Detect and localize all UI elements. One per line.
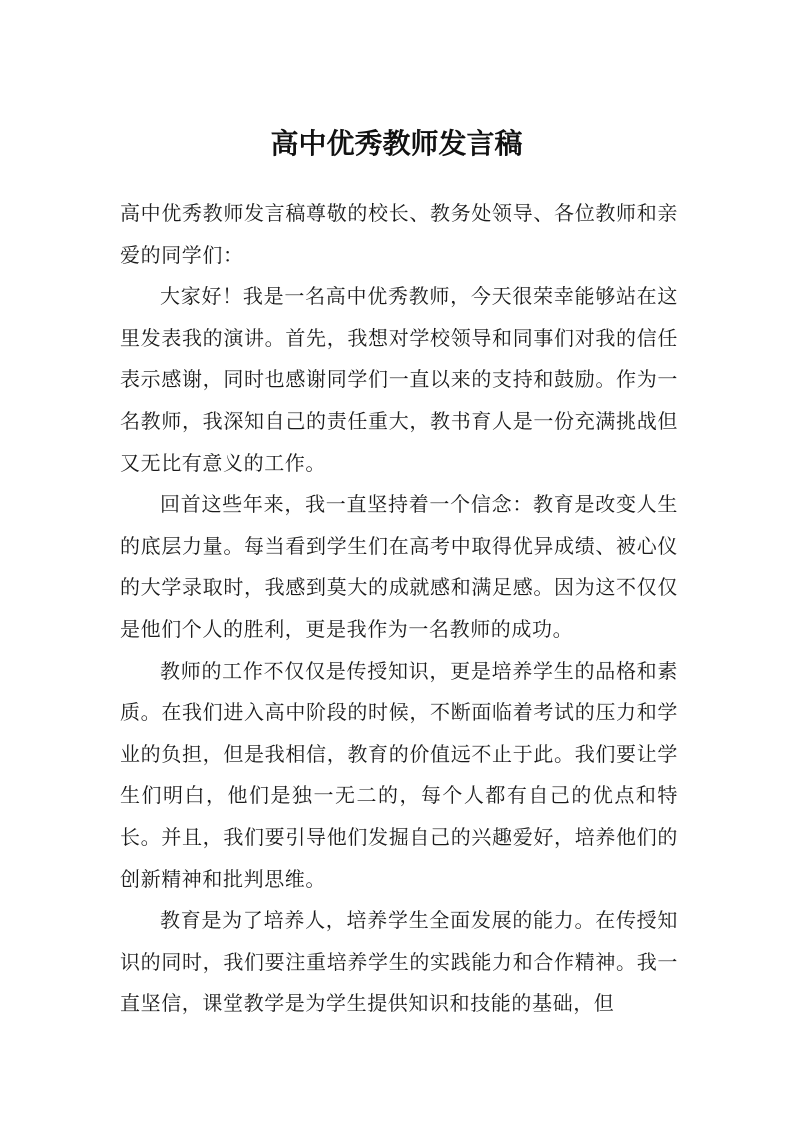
body-paragraph: 回首这些年来，我一直坚持着一个信念：教育是改变人生的底层力量。每当看到学生们在高考中取得优异成绩、被心仪的大学录取时，我感到莫大的成就感和满足感。因为这不仅仅是他们个人的胜利，更是我作为一名教师的成功。 <box>120 492 678 641</box>
body-paragraph: 教师的工作不仅仅是传授知识，更是培养学生的品格和素质。在我们进入高中阶段的时候，不断面临着考试的压力和学业的负担，但是我相信，教育的价值远不止于此。我们要让学生们明白，他们是独一无二的，每个人都有自己的优点和特长。并且，我们要引导他们发掘自己的兴趣爱好，培养他们的创新精神和批判思维。 <box>120 658 678 891</box>
document-title: 高中优秀教师发言稿 <box>270 127 523 160</box>
salutation-paragraph: 高中优秀教师发言稿尊敬的校长、教务处领导、各位教师和亲爱的同学们： <box>120 201 678 267</box>
body-paragraph: 教育是为了培养人，培养学生全面发展的能力。在传授知识的同时，我们要注重培养学生的实践能力和合作精神。我一直坚信，课堂教学是为学生提供知识和技能的基础，但 <box>120 908 678 1016</box>
document-body <box>120 193 678 1025</box>
body-paragraph: 大家好！我是一名高中优秀教师，今天很荣幸能够站在这里发表我的演讲。首先，我想对学校领导和同事们对我的信任表示感谢，同时也感谢同学们一直以来的支持和鼓励。作为一名教师，我深知自己的责任重大，教书育人是一份充满挑战但又无比有意义的工作。 <box>120 284 678 475</box>
